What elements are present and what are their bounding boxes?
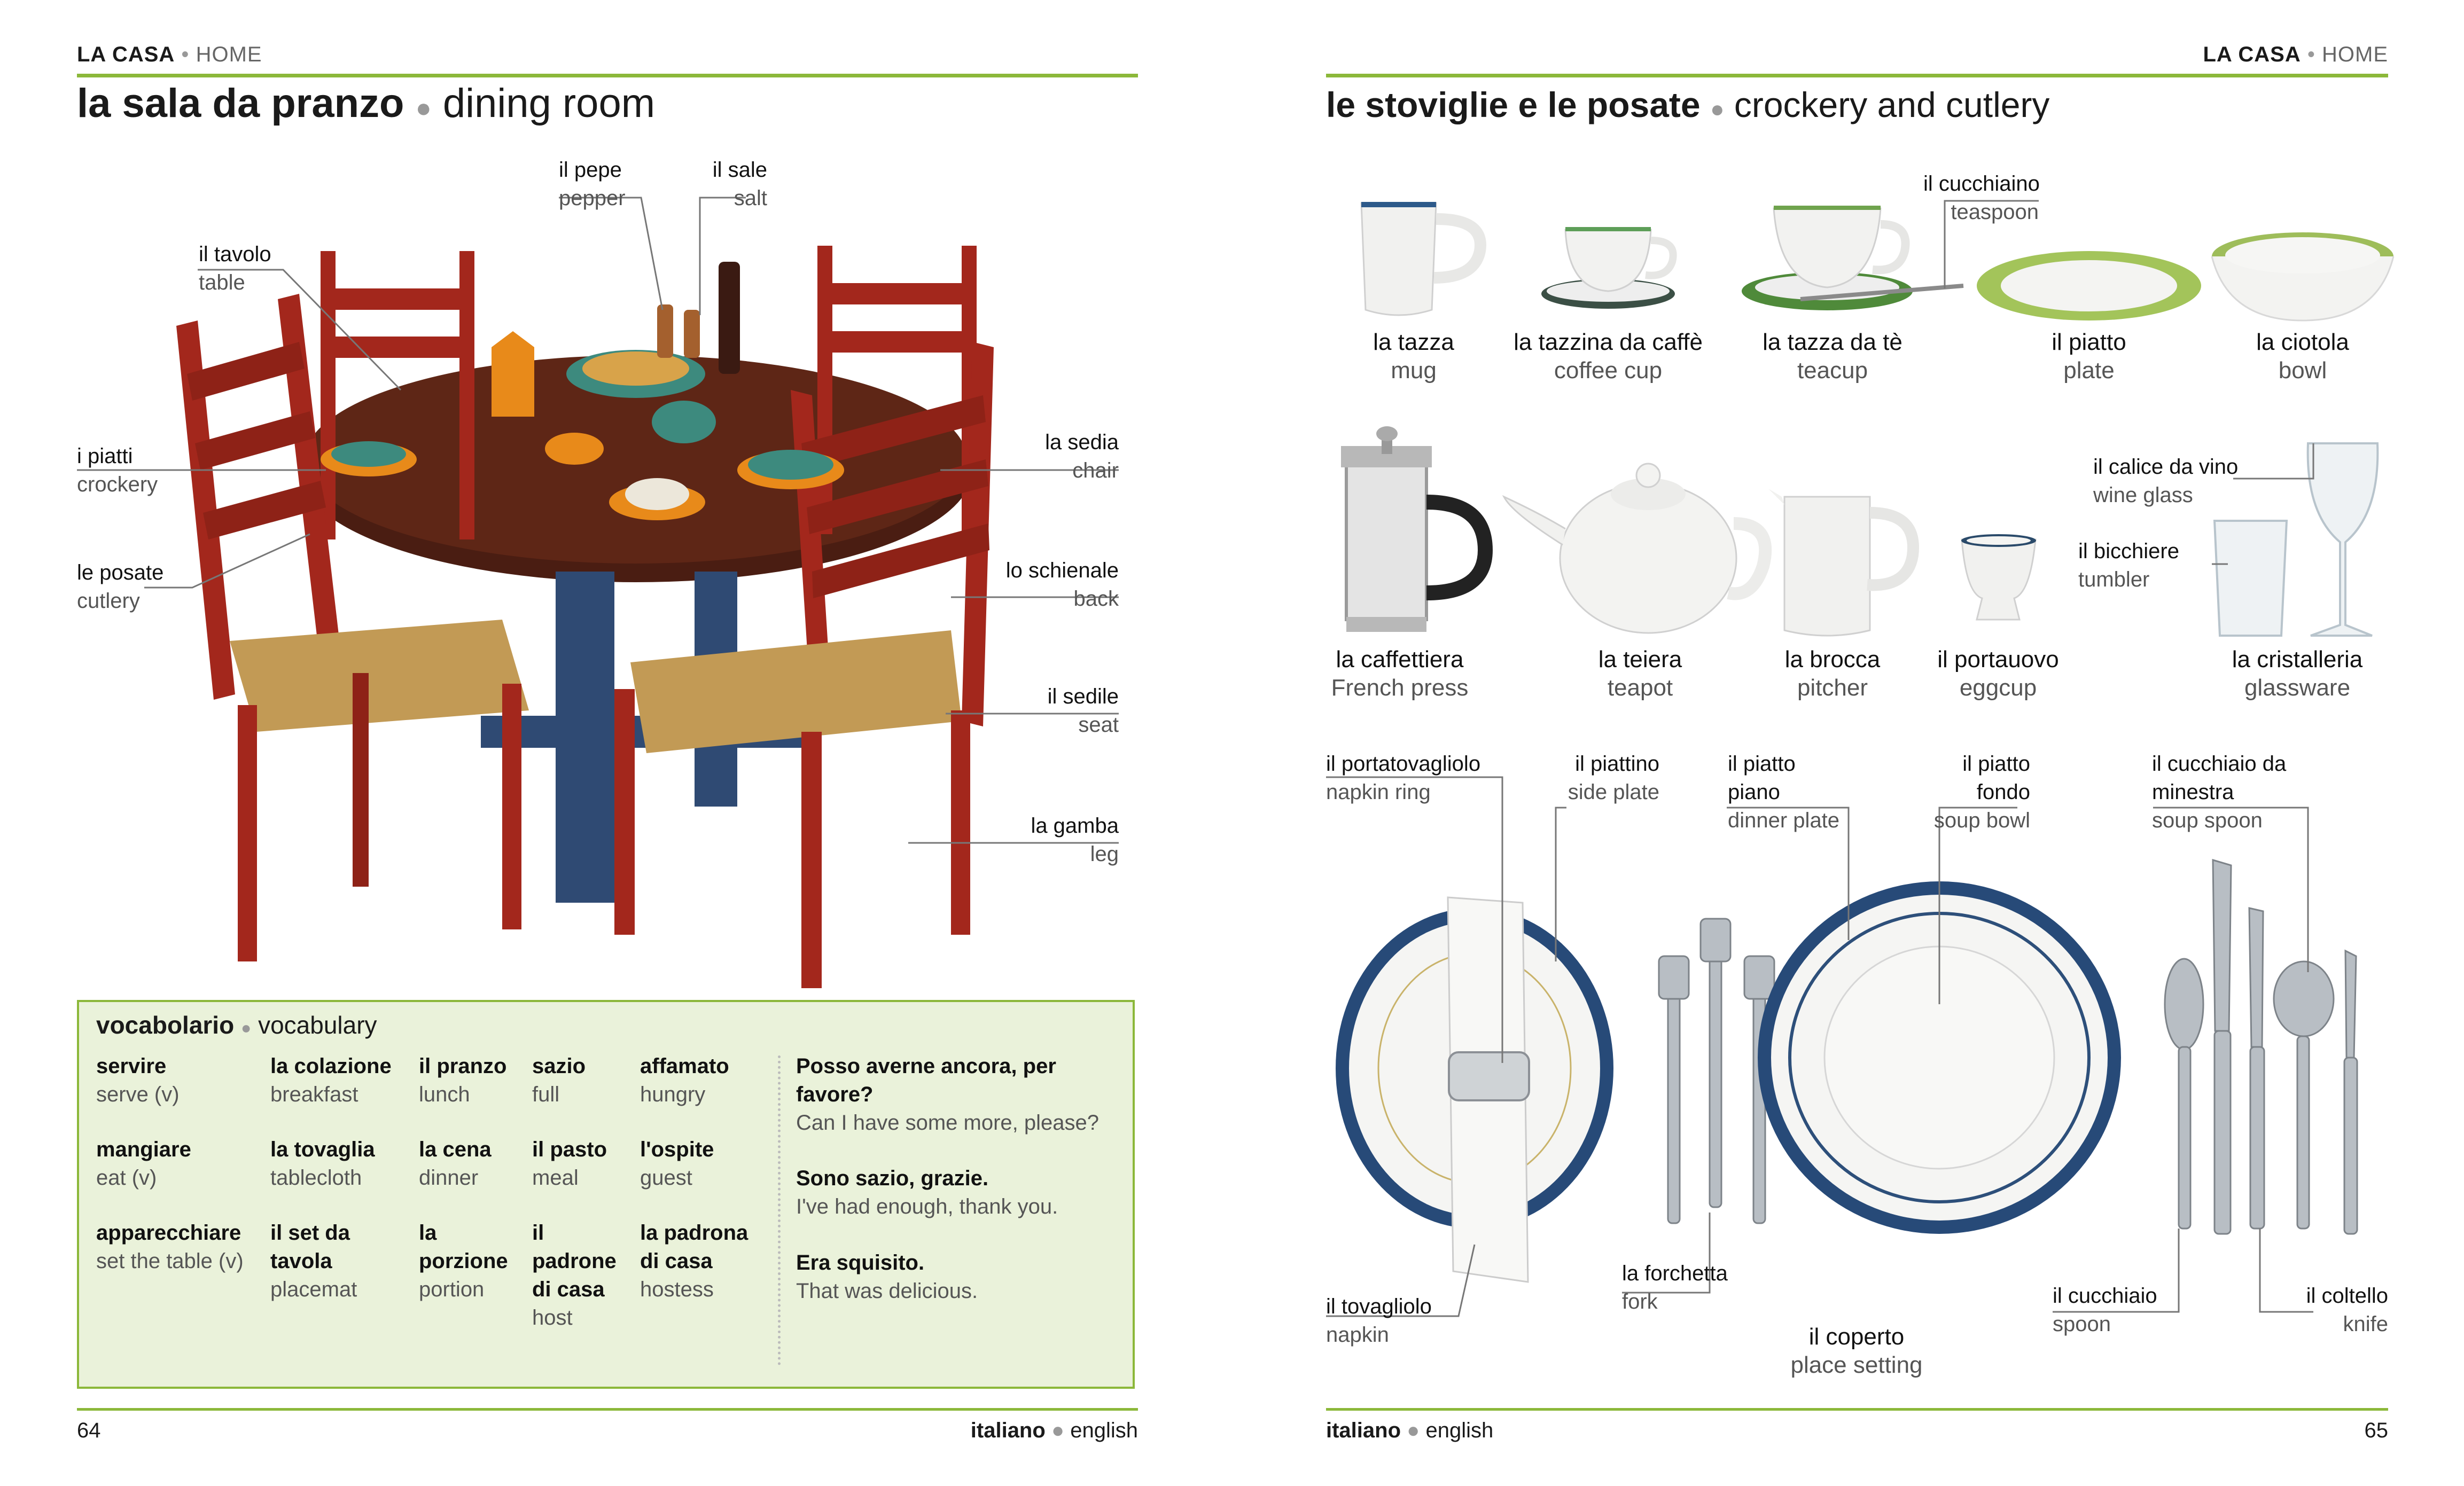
item-coffee-cup-it: la tazzina da caffè [1514,329,1703,355]
label-soup-spoon-it: il cucchiaio da minestra [2152,752,2287,804]
phrase-en: I've had enough, thank you. [796,1195,1058,1218]
label-side-plate-it: il piattino [1575,752,1659,776]
teapot-picture [1504,464,1765,633]
right-footer-language: italiano ● english [1326,1419,1494,1442]
left-header-section: LA CASA [77,43,175,66]
forks-shape [1659,919,1774,1223]
item-teapot [1560,645,1720,702]
item-eggcup-en: eggcup [1959,675,2037,701]
vocab-en: full [532,1083,560,1106]
right-title-it: le stoviglie e le posate [1326,85,1701,124]
item-pitcher [1752,645,1913,702]
right-footer-rule [1326,1408,2388,1411]
label-dinner-plate-it: il piatto piano [1728,752,1796,804]
label-tumbler-it: il bicchiere [2078,539,2179,563]
phrase-it: Sono sazio, grazie. [796,1167,989,1190]
glassware-picture [2215,443,2377,636]
label-leg-it: la gamba [1031,814,1119,838]
item-coffee-cup-en: coffee cup [1554,357,1663,384]
label-soup-bowl-it: il piatto fondo [1962,752,2030,804]
right-footer-lang-en: english [1425,1419,1494,1442]
label-soup-bowl-en: soup bowl [1933,809,2030,832]
vocab-it: il pasto [532,1138,607,1161]
french-press-picture [1341,426,1485,632]
label-side-plate [1549,750,1659,807]
label-teaspoon [1923,170,2039,226]
knives-spoons-shape [2165,860,2357,1234]
label-pepper-it: il pepe [559,158,622,182]
label-tumbler [2078,537,2179,594]
vocab-en: hungry [640,1083,706,1106]
label-fork-en: fork [1622,1290,1658,1313]
item-teapot-it: la teiera [1598,646,1682,672]
item-mug-it: la tazza [1373,329,1454,355]
left-page-title: la sala da pranzo ● dining room [77,81,656,126]
label-dinner-plate-en: dinner plate [1728,809,1840,832]
vocab-it: apparecchiare [96,1221,241,1245]
vocab-it: servire [96,1054,167,1078]
left-footer-language: italiano ● english [970,1419,1138,1442]
vocab-en: guest [640,1166,692,1190]
left-header-section-en: HOME [196,43,262,66]
vocab-it: il pranzo [419,1054,507,1078]
item-eggcup [1923,645,2073,702]
item-glassware [2212,645,2383,702]
phrase-en: Can I have some more, please? [796,1111,1099,1135]
label-knife [2255,1282,2388,1339]
left-page-number: 64 [77,1419,101,1442]
label-spoon-en: spoon [2053,1312,2111,1336]
label-knife-it: il coltello [2306,1284,2388,1308]
label-crockery-en: crockery [77,473,158,496]
coffee-cup-picture [1541,227,1675,309]
label-napkin-it: il tovagliolo [1326,1295,1432,1318]
label-back-en: back [1073,587,1119,611]
left-title-it: la sala da pranzo [77,81,404,126]
label-place-setting-it: il coperto [1808,1324,1905,1350]
vocab-it: la cena [419,1138,492,1161]
right-title-en: crockery and cutlery [1734,85,2050,124]
left-footer-lang-en: english [1070,1419,1138,1442]
vocab-en: portion [419,1278,485,1301]
vocab-it: la padrona di casa [640,1221,748,1273]
vocab-en: tablecloth [270,1166,362,1190]
label-knife-en: knife [2343,1312,2388,1336]
pitcher-picture [1768,489,1913,636]
item-bowl [2223,328,2383,385]
label-spoon [2053,1282,2157,1339]
vocab-en: meal [532,1166,579,1190]
label-seat-it: il sedile [1047,685,1119,708]
phrase-it: Era squisito. [796,1251,925,1274]
item-bowl-en: bowl [2278,357,2327,384]
vocab-en: placemat [270,1278,357,1301]
label-wine-glass-it: il calice da vino [2093,455,2239,479]
label-teaspoon-en: teaspoon [1951,200,2039,224]
label-napkin-en: napkin [1326,1323,1389,1347]
label-soup-spoon-en: soup spoon [2152,809,2263,832]
vocab-en: eat (v) [96,1166,157,1190]
label-napkin-ring-it: il portatovagliolo [1326,752,1481,776]
item-teacup-en: teacup [1797,357,1868,384]
eggcup-picture [1961,534,2036,620]
label-soup-bowl [1923,750,2030,835]
label-dinner-plate [1728,750,1851,835]
label-side-plate-en: side plate [1568,780,1659,804]
vocabulary-title: vocabolario ● vocabulary [96,1011,377,1039]
item-mug [1339,328,1488,385]
label-cutlery-en: cutlery [77,589,140,613]
right-header-section: LA CASA [2203,43,2301,66]
item-eggcup-it: il portauovo [1937,646,2059,672]
item-glassware-it: la cristalleria [2232,646,2363,672]
label-fork-it: la forchetta [1622,1262,1728,1285]
vocab-en: hostess [640,1278,714,1301]
right-page-number: 65 [2364,1419,2388,1442]
label-teaspoon-it: il cucchiaino [1923,172,2040,195]
item-french-press [1314,645,1485,702]
item-french-press-en: French press [1331,675,1469,701]
label-soup-spoon [2152,750,2312,835]
item-bowl-it: la ciotola [2256,329,2349,355]
vocabulary-title-it: vocabolario [96,1011,235,1039]
item-plate-it: il piatto [2052,329,2126,355]
label-wine-glass-en: wine glass [2093,483,2193,507]
label-cutlery-it: le posate [77,561,164,584]
label-back-it: lo schienale [1005,559,1119,582]
vocab-en: lunch [419,1083,470,1106]
label-spoon-it: il cucchiaio [2053,1284,2157,1308]
item-pitcher-en: pitcher [1797,675,1868,701]
left-title-en: dining room [442,81,656,126]
label-napkin-ring [1326,750,1480,807]
label-wine-glass [2093,453,2238,510]
vocab-en: host [532,1306,573,1329]
vocab-en: set the table (v) [96,1249,244,1273]
phrase-it: Posso averne ancora, per favore? [796,1054,1056,1106]
label-salt-it: il sale [712,158,767,182]
vocab-en: serve (v) [96,1083,180,1106]
item-coffee-cup [1496,328,1720,385]
label-table-it: il tavolo [199,243,271,266]
left-header: LA CASA • HOME [77,43,262,66]
label-chair-it: la sedia [1045,431,1119,454]
vocabulary-title-en: vocabulary [258,1011,377,1039]
vocab-it: la porzione [419,1221,508,1273]
item-mug-en: mug [1391,357,1437,384]
item-plate-en: plate [2063,357,2115,384]
vocab-it: il padrone di casa [532,1221,617,1301]
label-chair-en: chair [1072,459,1119,482]
label-place-setting-en: place setting [1790,1352,1923,1378]
right-page-title: le stoviglie e le posate ● crockery and cutlery [1326,85,2050,124]
right-header: LA CASA • HOME [2203,43,2388,66]
vocab-it: sazio [532,1054,586,1078]
mug-picture [1361,202,1480,315]
item-pitcher-it: la brocca [1784,646,1881,672]
label-pepper-en: pepper [559,186,626,210]
label-table-en: table [199,271,245,294]
label-napkin-ring-en: napkin ring [1326,780,1431,804]
label-salt-en: salt [734,186,767,210]
label-napkin [1326,1293,1432,1349]
vocab-it: l'ospite [640,1138,714,1161]
vocab-it: affamato [640,1054,729,1078]
vocab-it: la tovaglia [270,1138,375,1161]
plate-picture [1977,251,2201,320]
label-fork [1622,1260,1728,1316]
label-tumbler-en: tumbler [2078,568,2150,591]
napkin-ring-shape [1449,1052,1529,1100]
vocab-it: la colazione [270,1054,392,1078]
vocab-it: il set da tavola [270,1221,350,1273]
vocab-it: mangiare [96,1138,191,1161]
item-plate [2009,328,2169,385]
phrase-en: That was delicious. [796,1279,978,1303]
label-crockery-it: i piatti [77,444,133,468]
item-glassware-en: glassware [2244,675,2351,701]
label-place-setting [1774,1323,1939,1379]
left-footer-lang-it: italiano [970,1419,1046,1442]
label-leg-en: leg [1090,842,1119,866]
right-footer-lang-it: italiano [1326,1419,1401,1442]
item-french-press-it: la caffettiera [1336,646,1464,672]
bowl-picture [2212,232,2393,320]
place-setting-picture [1336,860,2357,1282]
item-teacup [1731,328,1934,385]
vocab-en: breakfast [270,1083,358,1106]
vocab-en: dinner [419,1166,479,1190]
right-header-section-en: HOME [2322,43,2388,66]
item-teapot-en: teapot [1607,675,1673,701]
label-seat-en: seat [1078,713,1119,737]
item-teacup-it: la tazza da tè [1763,329,1902,355]
